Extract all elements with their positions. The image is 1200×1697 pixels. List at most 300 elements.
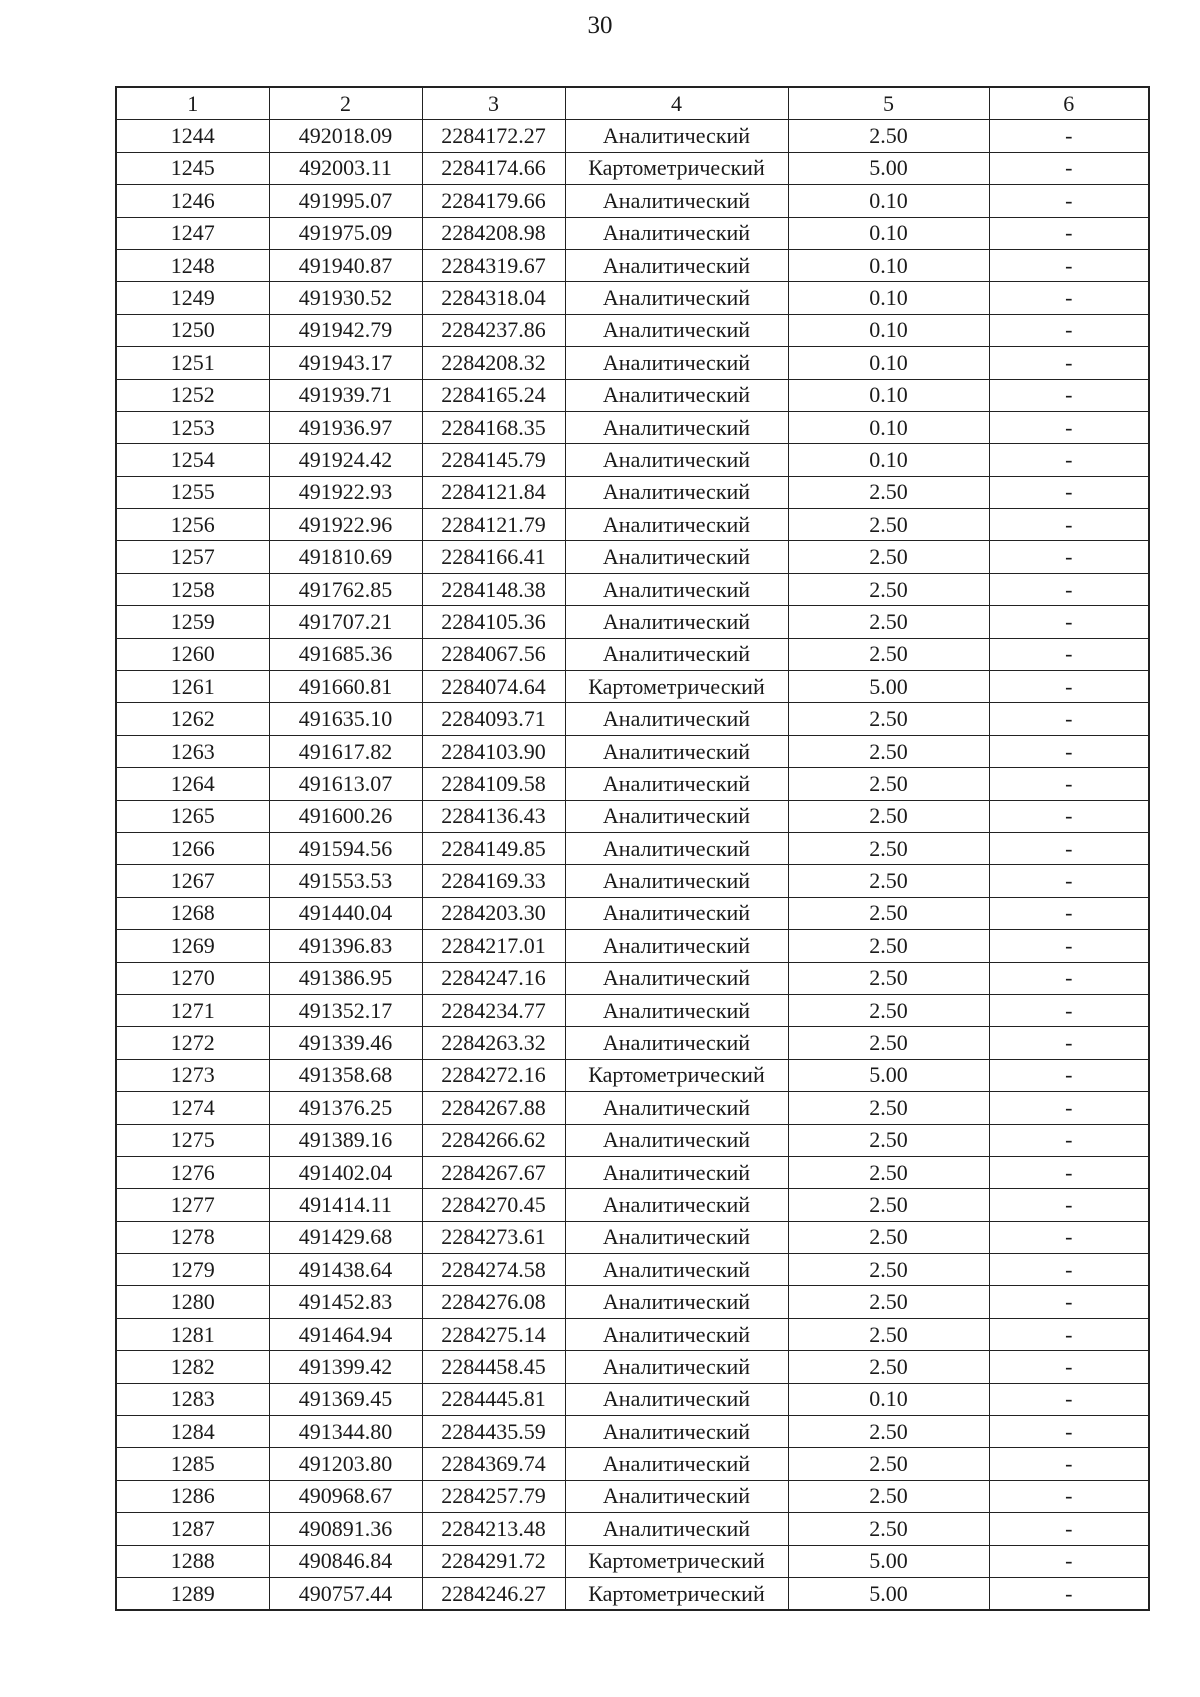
- cell-point-number: 1244: [116, 120, 269, 152]
- cell-method: Аналитический: [565, 1286, 788, 1318]
- cell-note: -: [989, 1448, 1149, 1480]
- cell-accuracy: 2.50: [788, 800, 989, 832]
- cell-y-coordinate: 2284208.98: [422, 217, 565, 249]
- cell-point-number: 1268: [116, 897, 269, 929]
- cell-x-coordinate: 491940.87: [269, 249, 422, 281]
- cell-y-coordinate: 2284136.43: [422, 800, 565, 832]
- cell-accuracy: 0.10: [788, 217, 989, 249]
- table-row: [116, 962, 1149, 994]
- cell-accuracy: 0.10: [788, 444, 989, 476]
- cell-point-number: 1265: [116, 800, 269, 832]
- table-row: [116, 1156, 1149, 1188]
- cell-accuracy: 0.10: [788, 185, 989, 217]
- cell-x-coordinate: 491402.04: [269, 1156, 422, 1188]
- cell-x-coordinate: 491440.04: [269, 897, 422, 929]
- cell-accuracy: 2.50: [788, 1027, 989, 1059]
- cell-note: -: [989, 314, 1149, 346]
- table-row: [116, 444, 1149, 476]
- cell-point-number: 1250: [116, 314, 269, 346]
- cell-x-coordinate: 491203.80: [269, 1448, 422, 1480]
- cell-note: -: [989, 1221, 1149, 1253]
- cell-accuracy: 2.50: [788, 703, 989, 735]
- cell-point-number: 1249: [116, 282, 269, 314]
- cell-accuracy: 2.50: [788, 994, 989, 1026]
- cell-y-coordinate: 2284166.41: [422, 541, 565, 573]
- column-header-6: 6: [989, 87, 1149, 120]
- coordinates-table: [115, 86, 1150, 1611]
- cell-accuracy: 0.10: [788, 347, 989, 379]
- cell-x-coordinate: 491352.17: [269, 994, 422, 1026]
- cell-accuracy: 0.10: [788, 249, 989, 281]
- cell-note: -: [989, 185, 1149, 217]
- cell-note: -: [989, 930, 1149, 962]
- cell-point-number: 1280: [116, 1286, 269, 1318]
- cell-x-coordinate: 491685.36: [269, 638, 422, 670]
- cell-note: -: [989, 1027, 1149, 1059]
- cell-x-coordinate: 491635.10: [269, 703, 422, 735]
- table-row: [116, 897, 1149, 929]
- table-row: [116, 1189, 1149, 1221]
- cell-y-coordinate: 2284121.84: [422, 476, 565, 508]
- cell-point-number: 1283: [116, 1383, 269, 1415]
- cell-point-number: 1251: [116, 347, 269, 379]
- table-row: [116, 1286, 1149, 1318]
- cell-point-number: 1289: [116, 1577, 269, 1610]
- cell-point-number: 1287: [116, 1513, 269, 1545]
- table-row: [116, 1124, 1149, 1156]
- column-header-1: 1: [116, 87, 269, 120]
- cell-y-coordinate: 2284257.79: [422, 1480, 565, 1512]
- cell-point-number: 1270: [116, 962, 269, 994]
- cell-accuracy: 0.10: [788, 1383, 989, 1415]
- table-row: [116, 120, 1149, 152]
- cell-accuracy: 2.50: [788, 1286, 989, 1318]
- cell-note: -: [989, 800, 1149, 832]
- cell-y-coordinate: 2284272.16: [422, 1059, 565, 1091]
- cell-x-coordinate: 491922.96: [269, 509, 422, 541]
- cell-accuracy: 0.10: [788, 282, 989, 314]
- cell-y-coordinate: 2284121.79: [422, 509, 565, 541]
- cell-note: -: [989, 282, 1149, 314]
- cell-accuracy: 0.10: [788, 314, 989, 346]
- table-row: [116, 671, 1149, 703]
- cell-y-coordinate: 2284246.27: [422, 1577, 565, 1610]
- cell-x-coordinate: 491386.95: [269, 962, 422, 994]
- cell-method: Аналитический: [565, 314, 788, 346]
- cell-point-number: 1260: [116, 638, 269, 670]
- cell-y-coordinate: 2284275.14: [422, 1318, 565, 1350]
- cell-method: Картометрический: [565, 152, 788, 184]
- cell-y-coordinate: 2284109.58: [422, 768, 565, 800]
- cell-x-coordinate: 491389.16: [269, 1124, 422, 1156]
- cell-y-coordinate: 2284168.35: [422, 411, 565, 443]
- cell-point-number: 1245: [116, 152, 269, 184]
- cell-point-number: 1258: [116, 573, 269, 605]
- cell-note: -: [989, 768, 1149, 800]
- cell-method: Аналитический: [565, 1221, 788, 1253]
- cell-method: Аналитический: [565, 800, 788, 832]
- cell-point-number: 1262: [116, 703, 269, 735]
- table-row: [116, 249, 1149, 281]
- cell-accuracy: 2.50: [788, 1416, 989, 1448]
- cell-note: -: [989, 1092, 1149, 1124]
- cell-accuracy: 2.50: [788, 1480, 989, 1512]
- cell-method: Аналитический: [565, 249, 788, 281]
- cell-note: -: [989, 1189, 1149, 1221]
- table-row: [116, 1059, 1149, 1091]
- cell-note: -: [989, 897, 1149, 929]
- cell-x-coordinate: 491936.97: [269, 411, 422, 443]
- table-row: [116, 509, 1149, 541]
- cell-y-coordinate: 2284169.33: [422, 865, 565, 897]
- cell-note: -: [989, 249, 1149, 281]
- cell-y-coordinate: 2284074.64: [422, 671, 565, 703]
- cell-note: -: [989, 217, 1149, 249]
- cell-method: Картометрический: [565, 1545, 788, 1577]
- cell-method: Аналитический: [565, 217, 788, 249]
- cell-method: Аналитический: [565, 444, 788, 476]
- table-row: [116, 832, 1149, 864]
- cell-point-number: 1266: [116, 832, 269, 864]
- cell-note: -: [989, 541, 1149, 573]
- table-row: [116, 1254, 1149, 1286]
- table-row: [116, 1480, 1149, 1512]
- cell-note: -: [989, 1545, 1149, 1577]
- table-row: [116, 152, 1149, 184]
- cell-method: Аналитический: [565, 606, 788, 638]
- cell-method: Аналитический: [565, 185, 788, 217]
- cell-method: Аналитический: [565, 411, 788, 443]
- cell-note: -: [989, 1059, 1149, 1091]
- column-header-3: 3: [422, 87, 565, 120]
- cell-point-number: 1256: [116, 509, 269, 541]
- cell-x-coordinate: 491594.56: [269, 832, 422, 864]
- cell-point-number: 1255: [116, 476, 269, 508]
- table-row: [116, 735, 1149, 767]
- cell-y-coordinate: 2284369.74: [422, 1448, 565, 1480]
- cell-method: Аналитический: [565, 994, 788, 1026]
- cell-point-number: 1254: [116, 444, 269, 476]
- cell-y-coordinate: 2284291.72: [422, 1545, 565, 1577]
- cell-point-number: 1261: [116, 671, 269, 703]
- cell-method: Аналитический: [565, 1318, 788, 1350]
- cell-point-number: 1275: [116, 1124, 269, 1156]
- cell-note: -: [989, 832, 1149, 864]
- cell-y-coordinate: 2284208.32: [422, 347, 565, 379]
- cell-accuracy: 2.50: [788, 832, 989, 864]
- cell-x-coordinate: 491617.82: [269, 735, 422, 767]
- cell-note: -: [989, 1254, 1149, 1286]
- cell-method: Аналитический: [565, 120, 788, 152]
- cell-x-coordinate: 491553.53: [269, 865, 422, 897]
- cell-x-coordinate: 492003.11: [269, 152, 422, 184]
- cell-method: Аналитический: [565, 1124, 788, 1156]
- cell-method: Аналитический: [565, 282, 788, 314]
- table-row: [116, 606, 1149, 638]
- cell-x-coordinate: 491399.42: [269, 1351, 422, 1383]
- table-row: [116, 768, 1149, 800]
- cell-x-coordinate: 491452.83: [269, 1286, 422, 1318]
- cell-y-coordinate: 2284274.58: [422, 1254, 565, 1286]
- cell-x-coordinate: 491376.25: [269, 1092, 422, 1124]
- cell-x-coordinate: 491660.81: [269, 671, 422, 703]
- cell-note: -: [989, 1286, 1149, 1318]
- cell-method: Картометрический: [565, 1577, 788, 1610]
- cell-method: Аналитический: [565, 1027, 788, 1059]
- cell-x-coordinate: 491810.69: [269, 541, 422, 573]
- cell-y-coordinate: 2284319.67: [422, 249, 565, 281]
- cell-method: Аналитический: [565, 573, 788, 605]
- cell-x-coordinate: 491429.68: [269, 1221, 422, 1253]
- cell-note: -: [989, 865, 1149, 897]
- cell-note: -: [989, 120, 1149, 152]
- cell-accuracy: 2.50: [788, 1513, 989, 1545]
- cell-y-coordinate: 2284105.36: [422, 606, 565, 638]
- cell-note: -: [989, 1383, 1149, 1415]
- cell-note: -: [989, 152, 1149, 184]
- cell-method: Аналитический: [565, 347, 788, 379]
- table-row: [116, 347, 1149, 379]
- table-row: [116, 1448, 1149, 1480]
- cell-method: Аналитический: [565, 1351, 788, 1383]
- table-row: [116, 800, 1149, 832]
- cell-accuracy: 2.50: [788, 1351, 989, 1383]
- table-row: [116, 1351, 1149, 1383]
- table-row: [116, 1221, 1149, 1253]
- cell-method: Аналитический: [565, 962, 788, 994]
- cell-method: Аналитический: [565, 1156, 788, 1188]
- cell-accuracy: 0.10: [788, 411, 989, 443]
- cell-method: Аналитический: [565, 1513, 788, 1545]
- table-row: [116, 865, 1149, 897]
- cell-x-coordinate: 490968.67: [269, 1480, 422, 1512]
- cell-accuracy: 2.50: [788, 573, 989, 605]
- cell-accuracy: 2.50: [788, 962, 989, 994]
- cell-point-number: 1259: [116, 606, 269, 638]
- cell-point-number: 1276: [116, 1156, 269, 1188]
- cell-x-coordinate: 491438.64: [269, 1254, 422, 1286]
- cell-accuracy: 2.50: [788, 897, 989, 929]
- cell-x-coordinate: 491939.71: [269, 379, 422, 411]
- table-row: [116, 1513, 1149, 1545]
- cell-y-coordinate: 2284145.79: [422, 444, 565, 476]
- cell-x-coordinate: 491344.80: [269, 1416, 422, 1448]
- cell-y-coordinate: 2284276.08: [422, 1286, 565, 1318]
- table-row: [116, 1027, 1149, 1059]
- cell-y-coordinate: 2284266.62: [422, 1124, 565, 1156]
- cell-note: -: [989, 347, 1149, 379]
- cell-method: Аналитический: [565, 1383, 788, 1415]
- cell-accuracy: 2.50: [788, 541, 989, 573]
- column-header-2: 2: [269, 87, 422, 120]
- cell-accuracy: 0.10: [788, 379, 989, 411]
- cell-note: -: [989, 1124, 1149, 1156]
- cell-y-coordinate: 2284067.56: [422, 638, 565, 670]
- table-row: [116, 411, 1149, 443]
- cell-y-coordinate: 2284149.85: [422, 832, 565, 864]
- cell-method: Аналитический: [565, 541, 788, 573]
- cell-y-coordinate: 2284148.38: [422, 573, 565, 605]
- cell-note: -: [989, 962, 1149, 994]
- cell-method: Аналитический: [565, 865, 788, 897]
- cell-y-coordinate: 2284318.04: [422, 282, 565, 314]
- cell-method: Аналитический: [565, 832, 788, 864]
- table-row: [116, 476, 1149, 508]
- cell-method: Аналитический: [565, 1189, 788, 1221]
- cell-accuracy: 5.00: [788, 152, 989, 184]
- cell-method: Аналитический: [565, 1416, 788, 1448]
- cell-point-number: 1279: [116, 1254, 269, 1286]
- cell-accuracy: 2.50: [788, 768, 989, 800]
- cell-note: -: [989, 379, 1149, 411]
- cell-accuracy: 5.00: [788, 671, 989, 703]
- cell-y-coordinate: 2284179.66: [422, 185, 565, 217]
- column-header-5: 5: [788, 87, 989, 120]
- cell-point-number: 1269: [116, 930, 269, 962]
- cell-note: -: [989, 509, 1149, 541]
- cell-accuracy: 5.00: [788, 1545, 989, 1577]
- cell-note: -: [989, 703, 1149, 735]
- cell-x-coordinate: 491922.93: [269, 476, 422, 508]
- table-row: [116, 1577, 1149, 1610]
- cell-note: -: [989, 1318, 1149, 1350]
- table-row: [116, 930, 1149, 962]
- cell-point-number: 1272: [116, 1027, 269, 1059]
- cell-accuracy: 2.50: [788, 1221, 989, 1253]
- table-row: [116, 217, 1149, 249]
- cell-accuracy: 2.50: [788, 735, 989, 767]
- cell-y-coordinate: 2284445.81: [422, 1383, 565, 1415]
- cell-x-coordinate: 491924.42: [269, 444, 422, 476]
- cell-method: Аналитический: [565, 703, 788, 735]
- cell-method: Аналитический: [565, 638, 788, 670]
- cell-y-coordinate: 2284172.27: [422, 120, 565, 152]
- column-header-4: 4: [565, 87, 788, 120]
- cell-method: Картометрический: [565, 1059, 788, 1091]
- table-row: [116, 1318, 1149, 1350]
- cell-method: Аналитический: [565, 735, 788, 767]
- cell-point-number: 1288: [116, 1545, 269, 1577]
- cell-note: -: [989, 994, 1149, 1026]
- cell-y-coordinate: 2284435.59: [422, 1416, 565, 1448]
- cell-accuracy: 2.50: [788, 1124, 989, 1156]
- cell-accuracy: 2.50: [788, 606, 989, 638]
- cell-note: -: [989, 1156, 1149, 1188]
- cell-x-coordinate: 491707.21: [269, 606, 422, 638]
- cell-point-number: 1267: [116, 865, 269, 897]
- cell-point-number: 1278: [116, 1221, 269, 1253]
- cell-y-coordinate: 2284458.45: [422, 1351, 565, 1383]
- cell-note: -: [989, 638, 1149, 670]
- cell-x-coordinate: 491464.94: [269, 1318, 422, 1350]
- cell-note: -: [989, 1577, 1149, 1610]
- table-row: [116, 282, 1149, 314]
- table-row: [116, 379, 1149, 411]
- cell-x-coordinate: 491396.83: [269, 930, 422, 962]
- cell-accuracy: 2.50: [788, 1156, 989, 1188]
- cell-x-coordinate: 492018.09: [269, 120, 422, 152]
- cell-point-number: 1264: [116, 768, 269, 800]
- cell-accuracy: 2.50: [788, 120, 989, 152]
- cell-x-coordinate: 491358.68: [269, 1059, 422, 1091]
- page-number: 30: [587, 12, 613, 39]
- cell-point-number: 1281: [116, 1318, 269, 1350]
- cell-accuracy: 2.50: [788, 509, 989, 541]
- cell-y-coordinate: 2284237.86: [422, 314, 565, 346]
- cell-x-coordinate: 490757.44: [269, 1577, 422, 1610]
- cell-x-coordinate: 491995.07: [269, 185, 422, 217]
- cell-note: -: [989, 1480, 1149, 1512]
- cell-x-coordinate: 490846.84: [269, 1545, 422, 1577]
- cell-y-coordinate: 2284247.16: [422, 962, 565, 994]
- cell-point-number: 1252: [116, 379, 269, 411]
- table-row: [116, 314, 1149, 346]
- cell-x-coordinate: 491600.26: [269, 800, 422, 832]
- cell-point-number: 1282: [116, 1351, 269, 1383]
- cell-note: -: [989, 1416, 1149, 1448]
- cell-x-coordinate: 491943.17: [269, 347, 422, 379]
- cell-point-number: 1257: [116, 541, 269, 573]
- cell-note: -: [989, 1351, 1149, 1383]
- cell-accuracy: 2.50: [788, 930, 989, 962]
- table-row: [116, 703, 1149, 735]
- cell-accuracy: 2.50: [788, 1092, 989, 1124]
- cell-point-number: 1285: [116, 1448, 269, 1480]
- cell-y-coordinate: 2284267.88: [422, 1092, 565, 1124]
- table-row: [116, 573, 1149, 605]
- cell-note: -: [989, 1513, 1149, 1545]
- cell-x-coordinate: 491930.52: [269, 282, 422, 314]
- cell-point-number: 1253: [116, 411, 269, 443]
- cell-x-coordinate: 491975.09: [269, 217, 422, 249]
- cell-accuracy: 2.50: [788, 1448, 989, 1480]
- table-row: [116, 1383, 1149, 1415]
- cell-method: Аналитический: [565, 897, 788, 929]
- cell-method: Аналитический: [565, 1480, 788, 1512]
- cell-y-coordinate: 2284273.61: [422, 1221, 565, 1253]
- cell-y-coordinate: 2284174.66: [422, 152, 565, 184]
- cell-point-number: 1248: [116, 249, 269, 281]
- cell-note: -: [989, 476, 1149, 508]
- cell-accuracy: 5.00: [788, 1577, 989, 1610]
- cell-point-number: 1263: [116, 735, 269, 767]
- cell-y-coordinate: 2284267.67: [422, 1156, 565, 1188]
- cell-method: Картометрический: [565, 671, 788, 703]
- cell-accuracy: 2.50: [788, 476, 989, 508]
- cell-note: -: [989, 573, 1149, 605]
- cell-x-coordinate: 490891.36: [269, 1513, 422, 1545]
- cell-y-coordinate: 2284270.45: [422, 1189, 565, 1221]
- table-row: [116, 994, 1149, 1026]
- table-row: [116, 541, 1149, 573]
- cell-y-coordinate: 2284213.48: [422, 1513, 565, 1545]
- cell-y-coordinate: 2284165.24: [422, 379, 565, 411]
- cell-y-coordinate: 2284093.71: [422, 703, 565, 735]
- header-row: [116, 87, 1149, 120]
- cell-point-number: 1271: [116, 994, 269, 1026]
- cell-note: -: [989, 671, 1149, 703]
- cell-point-number: 1286: [116, 1480, 269, 1512]
- cell-accuracy: 2.50: [788, 1254, 989, 1286]
- cell-note: -: [989, 411, 1149, 443]
- cell-method: Аналитический: [565, 930, 788, 962]
- cell-method: Аналитический: [565, 1254, 788, 1286]
- cell-accuracy: 2.50: [788, 865, 989, 897]
- cell-accuracy: 2.50: [788, 638, 989, 670]
- cell-accuracy: 2.50: [788, 1318, 989, 1350]
- cell-accuracy: 2.50: [788, 1189, 989, 1221]
- cell-y-coordinate: 2284203.30: [422, 897, 565, 929]
